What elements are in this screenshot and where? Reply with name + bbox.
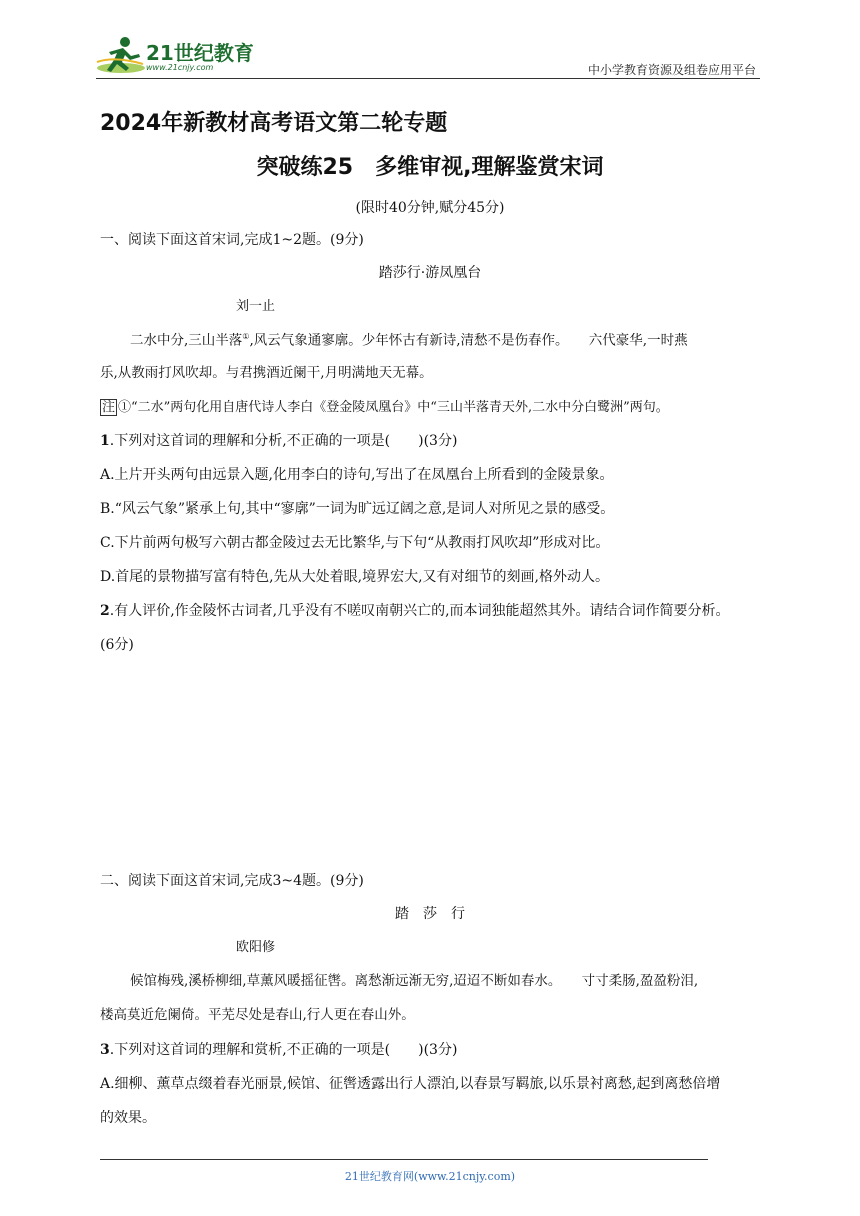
- question-1: [100, 434, 457, 448]
- q3-option-a-line2: 的效果。: [100, 1110, 156, 1126]
- question-number: 2: [100, 603, 110, 619]
- question-number: 3: [100, 1042, 110, 1058]
- section1-poem-line2: 乐,从教雨打风吹却。与君携酒近阑干,月明满地天无幕。: [100, 365, 433, 381]
- platform-tagline: 中小学教育资源及组卷应用平台: [587, 63, 756, 77]
- section2-heading: 二、阅读下面这首宋词,完成3~4题。(9分): [100, 873, 364, 889]
- question-2: [100, 604, 730, 618]
- question-text: .有人评价,作金陵怀古词者,几乎没有不嗟叹南朝兴亡的,而本词独能超然其外。请结合词作简要分析。: [109, 603, 730, 619]
- section1-footnote: [100, 399, 669, 416]
- footer-divider: [100, 1159, 708, 1160]
- question-number: 1: [100, 433, 110, 449]
- q1-option-d: D.首尾的景物描写富有特色,先从大处着眼,境界宏大,又有对细节的刻画,格外动人。: [100, 569, 609, 585]
- page-title-line1: 2024年新教材高考语文第二轮专题: [100, 111, 448, 136]
- footnote-mark: ①: [242, 332, 250, 341]
- runner-logo-icon: [95, 34, 147, 78]
- section1-poem-author: 刘一止: [236, 299, 276, 314]
- note-text: ①“二水”两句化用自唐代诗人李白《登金陵凤凰台》中“三山半落青天外,二水中分白鹭洲”两句。: [118, 400, 669, 415]
- section1-poem-title: 踏莎行·游凤凰台: [378, 265, 482, 281]
- question-text: .下列对这首词的理解和赏析,不正确的一项是( )(3分): [109, 1042, 458, 1058]
- time-limit-note: (限时40分钟,赋分45分): [355, 200, 505, 216]
- q1-option-c: C.下片前两句极写六朝古都金陵过去无比繁华,与下句“从教雨打风吹却”形成对比。: [100, 535, 610, 551]
- note-label: 注: [102, 400, 116, 415]
- logo-url: www.21cnjy.com: [146, 63, 214, 72]
- footer-link[interactable]: 21世纪教育网(www.21cnjy.com): [344, 1170, 516, 1183]
- poem-text: 二水中分,三山半落: [130, 332, 243, 349]
- poem-text: ,风云气象通寥廓。少年怀古有新诗,清愁不是伤春作。 六代豪华,一时燕: [249, 332, 688, 349]
- logo-text: 21世纪教育: [146, 41, 254, 65]
- section1-poem-line1: [130, 333, 688, 348]
- q3-option-a-line1: A.细柳、薰草点缀着春光丽景,候馆、征辔透露出行人漂泊,以春景写羁旅,以乐景衬离愁,起到离愁倍增: [100, 1076, 721, 1092]
- q1-option-b: B.“风云气象”紧承上句,其中“寥廓”一词为旷远辽阔之意,是词人对所见之景的感受。: [100, 501, 615, 517]
- question-text: .下列对这首词的理解和分析,不正确的一项是( )(3分): [109, 433, 458, 449]
- header-divider: [96, 78, 760, 79]
- page-title-line2: 突破练25 多维审视,理解鉴赏宋词: [256, 155, 604, 180]
- q2-score: (6分): [100, 637, 134, 653]
- section2-poem-line1: 候馆梅残,溪桥柳细,草薰风暖摇征辔。离愁渐远渐无穷,迢迢不断如春水。 寸寸柔肠,盈盈粉泪,: [130, 973, 699, 989]
- q1-option-a: A.上片开头两句由远景入题,化用李白的诗句,写出了在凤凰台上所看到的金陵景象。: [100, 467, 614, 483]
- section2-poem-line2: 楼高莫近危阑倚。平芜尽处是春山,行人更在春山外。: [100, 1007, 415, 1023]
- section2-poem-title: 踏 莎 行: [395, 906, 465, 922]
- section2-poem-author: 欧阳修: [236, 940, 276, 955]
- section1-heading: 一、阅读下面这首宋词,完成1~2题。(9分): [100, 232, 364, 248]
- question-3: [100, 1043, 457, 1057]
